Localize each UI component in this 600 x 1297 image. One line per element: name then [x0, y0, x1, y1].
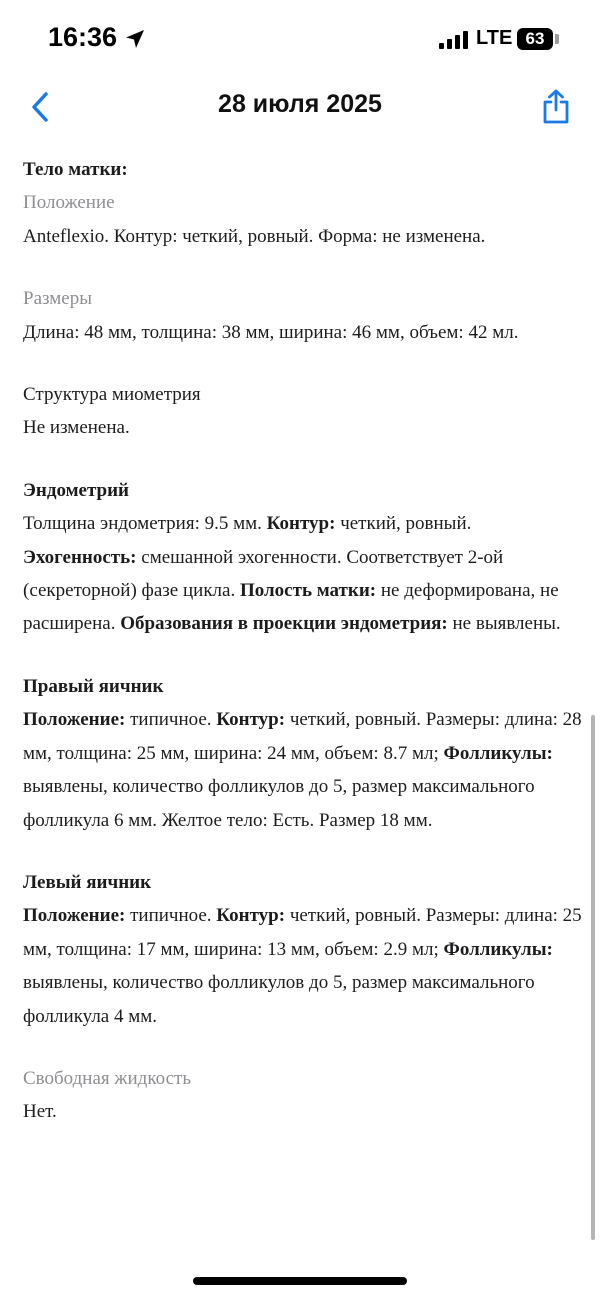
right-ovary-heading: Правый яичник: [23, 675, 164, 697]
endometrium-contour-value: четкий, ровный.: [335, 513, 472, 535]
free-fluid-label: Свободная жидкость: [23, 1067, 191, 1089]
uterine-cavity-label: Полость матки:: [239, 580, 377, 602]
status-bar: [0, 0, 600, 80]
right-ovary-follicles-value: выявлены, количество фолликулов до 5, размер максимального фолликула 6 мм. Желтое тело: Есть. Размер 18 мм.: [23, 776, 535, 831]
left-ovary-section: [23, 866, 583, 1033]
battery-tip: [555, 34, 559, 44]
left-ovary-follicles-value: выявлены, количество фолликулов до 5, размер максимального фолликула 4 мм.: [23, 972, 535, 1027]
uterus-size-value: Длина: 48 мм, толщина: 38 мм, ширина: 46 мм, объем: 42 мл.: [23, 321, 519, 343]
endometrium-thickness: Толщина эндометрия: 9.5 мм.: [23, 513, 267, 535]
myometrium-section: [23, 378, 583, 445]
left-ovary-follicles-label: Фолликулы:: [443, 938, 553, 960]
left-ovary-contour-label: Контур:: [216, 905, 286, 927]
right-ovary-follicles-label: Фолликулы:: [443, 742, 553, 764]
right-ovary-size-value: четкий, ровный. Размеры: длина: 28 мм, толщина: 25 мм, ширина: 24 мм, объем: 8.7 мл;: [23, 709, 582, 764]
uterus-heading: Тело матки:: [23, 159, 128, 180]
battery-icon: [517, 28, 553, 50]
endometrium-description: [23, 507, 583, 641]
endometrium-contour-label: Контур:: [266, 513, 336, 535]
network-type: LTE: [476, 27, 513, 49]
endometrium-formations-value: не выявлены.: [447, 613, 561, 635]
home-indicator[interactable]: [193, 1277, 407, 1285]
location-arrow-icon: [124, 28, 146, 50]
right-ovary-description: [23, 703, 583, 837]
uterine-cavity-value: не деформирована, не расширена.: [23, 580, 559, 635]
scrollbar[interactable]: [591, 715, 595, 1240]
endometrium-formations-label: Образования в проекции эндометрия:: [120, 613, 448, 635]
endometrium-echo-value: смешанной эхогенности. Соответствует 2-ой (секреторной) фазе цикла.: [23, 546, 504, 602]
uterus-position-value: Anteflexio. Контур: четкий, ровный. Форма: не изменена.: [23, 225, 486, 247]
right-ovary-position-label: Положение:: [23, 709, 126, 731]
left-ovary-position-value: типичное.: [125, 905, 217, 927]
cellular-signal-icon: [439, 31, 469, 49]
myometrium-label: Структура миометрия: [23, 384, 201, 406]
free-fluid-section: [23, 1062, 583, 1129]
uterus-size-section: [23, 282, 583, 349]
left-ovary-size-value: четкий, ровный. Размеры: длина: 25 мм, толщина: 17 мм, ширина: 13 мм, объем: 2.9 мл;: [23, 905, 582, 960]
uterus-size-label: Размеры: [23, 288, 92, 310]
battery-level: 63: [525, 29, 545, 48]
endometrium-echo-label: Эхогенность:: [23, 546, 137, 568]
right-ovary-contour-label: Контур:: [216, 709, 286, 731]
endometrium-heading: Эндометрий: [23, 479, 129, 501]
uterus-position-label: Положение: [23, 192, 115, 214]
right-ovary-section: [23, 670, 583, 837]
endometrium-section: [23, 474, 583, 641]
share-icon[interactable]: [540, 88, 572, 126]
uterus-section: [23, 153, 583, 253]
navigation-bar: [0, 80, 600, 136]
left-ovary-position-label: Положение:: [23, 905, 126, 927]
free-fluid-value: Нет.: [23, 1101, 57, 1123]
myometrium-value: Не изменена.: [23, 417, 130, 439]
left-ovary-description: [23, 899, 583, 1033]
status-time: 16:36: [48, 22, 118, 52]
left-ovary-heading: Левый яичник: [23, 871, 152, 893]
report-content: [23, 153, 583, 1158]
page-title: 28 июля 2025: [218, 90, 382, 118]
right-ovary-position-value: типичное.: [125, 709, 217, 731]
